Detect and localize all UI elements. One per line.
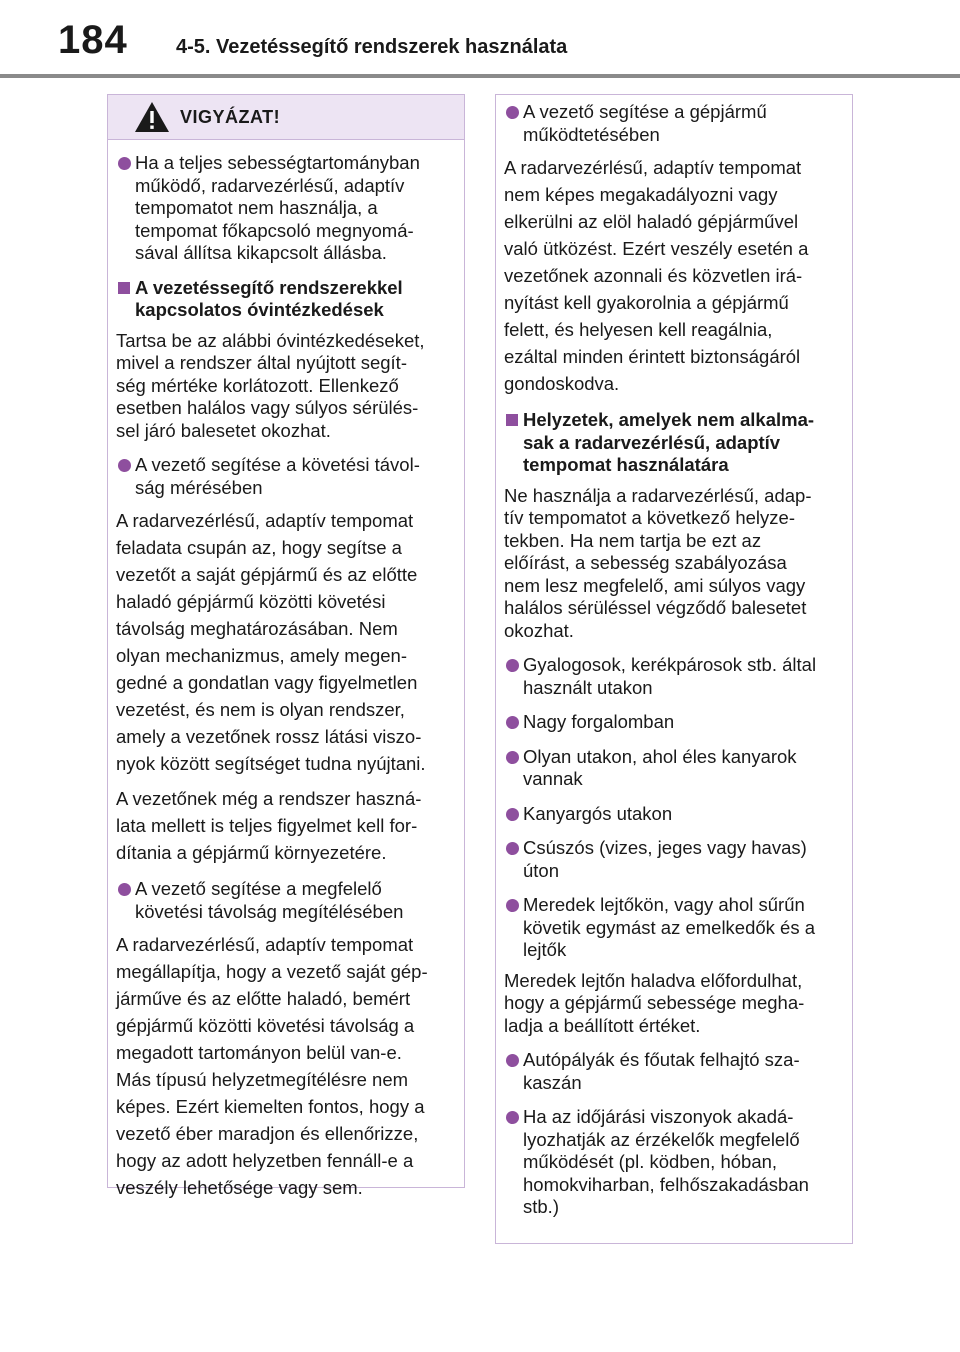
- bullet-item: A vezető segítése a gépjármű működtetésében: [504, 101, 842, 146]
- bullet-dot-icon: [506, 716, 519, 729]
- paragraph: A radarvezérlésű, adaptív tempomat megállapítja, hogy a vezető saját gép- járműve és az előtte haladó, bemért gépjármű közötti követési távolság a megadott tartományon belül van-e. Más típusú helyzetmegítélésre nem képes. Ezért kiemelten fontos, hogy a vezető éber maradjon és ellenőrizze, hogy az adott helyzetben fennáll-e a veszély lehetősége vagy sem.: [116, 934, 428, 1198]
- bullet-dot-icon: [506, 842, 519, 855]
- bullet-dot-icon: [506, 751, 519, 764]
- warning-title: VIGYÁZAT!: [180, 107, 281, 127]
- warning-triangle-icon: [134, 101, 170, 133]
- square-bullet-icon: [118, 282, 130, 294]
- bullet-item: Nagy forgalomban: [504, 711, 842, 734]
- subheading: A vezetéssegítő rendszerekkel kapcsolatos óvintézkedések: [116, 277, 454, 322]
- paragraph: Meredek lejtőn haladva előfordulhat, hogy a gépjármű sebessége megha- ladja a beállított értéket.: [504, 969, 805, 1036]
- square-bullet-icon: [506, 414, 518, 426]
- bullet-item: Kanyargós utakon: [504, 803, 842, 826]
- bullet-item: Gyalogosok, kerékpárosok stb. által használt utakon: [504, 654, 842, 699]
- paragraph: A radarvezérlésű, adaptív tempomat nem képes megakadályozni vagy elkerülni az elöl haladó gépjárművel való ütközést. Ezért veszély esetén a vezetőnek azonnali és közvetlen irá- nyítást kell gyakorolnia a gépjármű felett, és helyesen kell reagálnia, ezáltal minden érintett biztonságáról gondoskodva.: [504, 157, 809, 394]
- bullet-item: A vezető segítése a megfelelő követési távolság megítélésében: [116, 878, 454, 923]
- bullet-item: Olyan utakon, ahol éles kanyarok vannak: [504, 746, 842, 791]
- warning-box-left: [107, 94, 465, 1198]
- bullet-dot-icon: [118, 459, 131, 472]
- bullet-dot-icon: [506, 1054, 519, 1067]
- section-title: 4-5. Vezetéssegítő rendszerek használata: [176, 36, 568, 58]
- warning-box-right: [495, 94, 853, 1244]
- bullet-dot-icon: [506, 899, 519, 912]
- bullet-item: A vezető segítése a követési távol- ság mérésében: [116, 454, 454, 499]
- bullet-dot-icon: [506, 659, 519, 672]
- paragraph: Tartsa be az alábbi óvintézkedéseket, mivel a rendszer által nyújtott segít- ség mértéke korlátozott. Ellenkező esetben halálos vagy súlyos sérülés- sel járó balesetet okozhat.: [116, 329, 425, 441]
- subheading: Helyzetek, amelyek nem alkalma- sak a radarvezérlésű, adaptív tempomat használatára: [504, 409, 842, 477]
- bullet-dot-icon: [506, 106, 519, 119]
- bullet-item: Ha a teljes sebességtartományban működő, radarvezérlésű, adaptív tempomatot nem használja, a tempomat főkapcsoló megnyomá- sával állítsa kikapcsolt állásba.: [116, 152, 454, 265]
- right-content: [496, 95, 852, 1219]
- header-rule: [0, 74, 960, 78]
- paragraph: A radarvezérlésű, adaptív tempomat feladata csupán az, hogy segítse a vezetőt a saját gépjármű és az előtte haladó gépjármű közötti követési távolság meghatározásában. Nem olyan mechanizmus, amely megen- gedné a gondatlan vagy figyelmetlen vezetést, és nem is olyan rendszer, amely a vezetőnek rossz látási viszo- nyok között segítséget tudna nyújtani.: [116, 510, 426, 774]
- page-number: 184: [58, 18, 128, 62]
- left-content: [108, 140, 464, 1201]
- paragraph: Ne használja a radarvezérlésű, adap- tív tempomatot a következő helyze- tekben. Ha nem tartja be ezt az előírást, a sebesség szabályozása nem lesz megfelelő, ami súlyos vagy halálos sérüléssel végződő balesetet okozhat.: [504, 484, 812, 641]
- bullet-item: Autópályák és főutak felhajtó sza- kaszán: [504, 1049, 842, 1094]
- bullet-dot-icon: [506, 808, 519, 821]
- bullet-dot-icon: [118, 883, 131, 896]
- paragraph: A vezetőnek még a rendszer haszná- lata mellett is teljes figyelmet kell for- dítania a gépjármű környezetére.: [116, 788, 422, 863]
- bullet-item: Meredek lejtőkön, vagy ahol sűrűn követik egymást az emelkedők és a lejtők: [504, 894, 842, 962]
- warning-header: [108, 95, 464, 140]
- page-header: [0, 0, 960, 80]
- bullet-dot-icon: [506, 1111, 519, 1124]
- bullet-dot-icon: [118, 157, 131, 170]
- bullet-item: Csúszós (vizes, jeges vagy havas) úton: [504, 837, 842, 882]
- bullet-item: Ha az időjárási viszonyok akadá- lyozhatják az érzékelők megfelelő működését (pl. ködben, hóban, homokviharban, felhőszakadásban stb.): [504, 1106, 842, 1219]
